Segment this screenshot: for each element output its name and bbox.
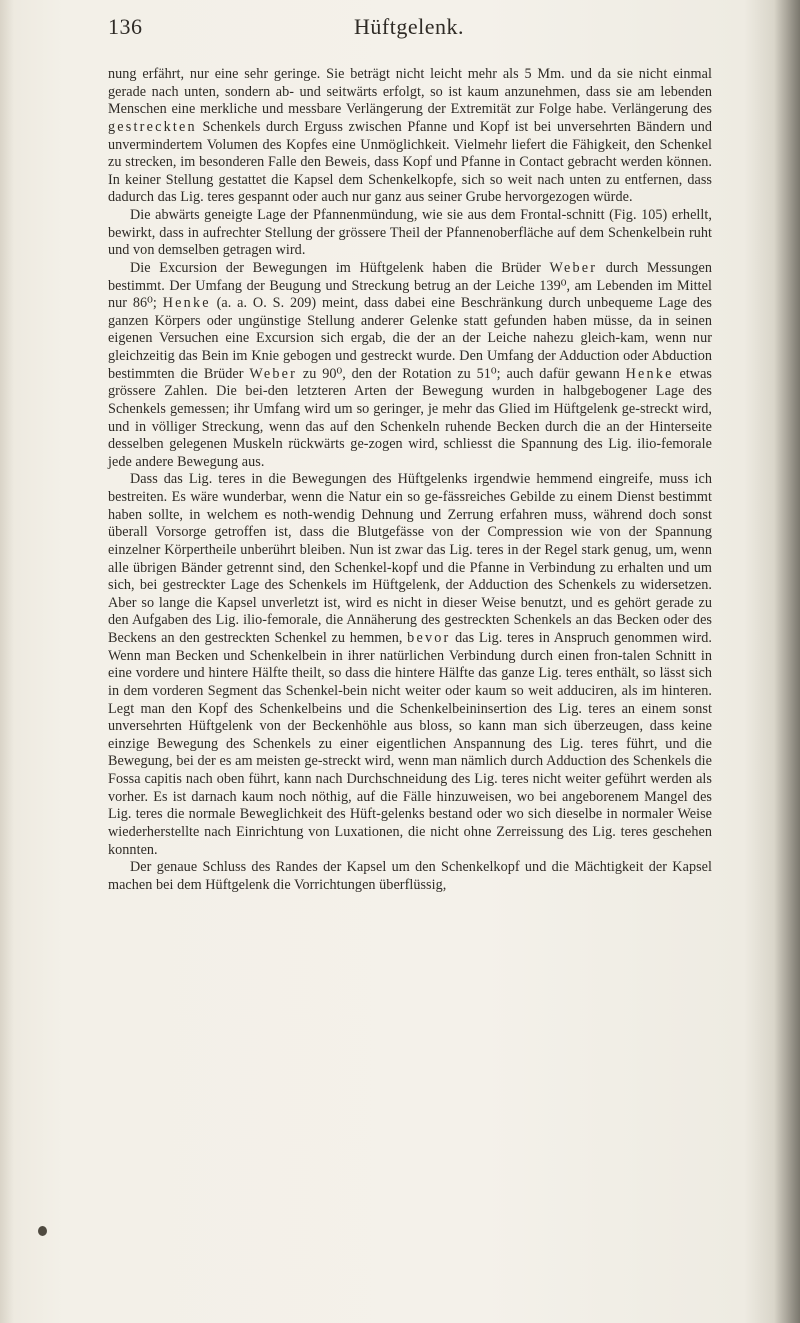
spaced-name: Henke (625, 365, 674, 382)
text-run: das Lig. teres in Anspruch genommen wird. Wenn man Becken und Schenkelbein in ihrer natürlichen Verbindung durch einen fron-talen Schnitt in eine vordere und hintere Hälfte theilt, so dass die hintere Hälfte das ganze Lig. teres enthält, so lässt sich in dem vorderen Segment das Schenkel-bein nicht weiter oder kaum so weit adduciren, als im hinteren. Legt man den Kopf des Schenkelbeins und die Schenkelbeininsertion des Lig. teres an einem sonst unversehrten Hüftgelenk von der Beckenhöhle aus bloss, so kann man sich überzeugen, dass keine einzige Bewegung des Schenkels zu einer eigentlichen Anspannung des Lig. teres führt, und die Bewegung, bei der es am meisten ge-streckt wird, wenn man nämlich durch Adduction des Schenkels die Fossa capitis nach oben führt, kann nach Durchschneidung des Lig. teres nicht weiter geführt werden als vorher. Es ist darnach kaum noch nöthig, auf die Fälle hinzuweisen, wo bei angeborenem Mangel des Lig. teres die normale Beweglichkeit des Hüft-gelenks bestand oder wo sich dieselbe in normaler Weise wiederherstellte nach Einrichtung von Luxationen, die nicht ohne Zerreissung des Lig. teres geschehen konnten. (108, 630, 712, 858)
page-number: 136 (108, 14, 143, 39)
running-title: Hüftgelenk. (354, 14, 464, 39)
page-edge-shadow (774, 0, 800, 1323)
text-run: Schenkels durch Erguss zwischen Pfanne und Kopf ist bei unversehrten Bändern und unvermindertem Volumen des Kopfes eine Unmöglichkeit. Vielmehr liefert die Fähigkeit, den Schenkel zu strecken, im besonderen Falle den Beweis, dass Kopf und Pfanne in Contact gebracht werden können. In keiner Stellung gestattet die Kapsel dem Schenkelkopfe, sich so weit nach unten zu entfernen, dass dadurch das Lig. teres gespannt oder auch nur ganz aus seiner Grube hervorgezogen würde. (108, 118, 712, 206)
body-text (108, 66, 712, 894)
text-run: Dass das Lig. teres in die Bewegungen des Hüftgelenks irgendwie hemmend eingreife, muss ich bestreiten. Es wäre wunderbar, wenn die Natur ein so ge-fässreiches Gebilde zu einem Dienst bestimmt haben sollte, in welchem es noth-wendig Dehnung und Zerrung erfahren muss, während doch sonst überall Vorsorge getroffen ist, dass die Blutgefässe von der Compression wie von der Spannung einzelner Körpertheile unberührt bleiben. Nun ist zwar das Lig. teres in der Regel stark genug, um, wenn alle übrigen Bänder getrennt sind, den Schenkel-kopf und die Pfanne in Verbindung zu erhalten und um sich, bei gestreckter Lage des Schenkels im Hüftgelenk, der Adduction des Schenkels zu widersetzen. Aber so lange die Kapsel unverletzt ist, wird es nicht in dieser Weise benutzt, und es gehört gerade zu den Aufgaben des Lig. ilio-femorale, die Annäherung des gestreckten Schenkels an das Becken oder des Beckens an den gestreckten Schenkel zu hemmen, (108, 471, 712, 646)
spaced-name: Weber (549, 259, 598, 276)
text-run: Die Excursion der Bewegungen im Hüftgelenk haben die Brüder (130, 259, 550, 276)
spaced-name: gestreckten (108, 118, 197, 135)
paragraph (108, 471, 712, 859)
paragraph (108, 207, 712, 260)
spaced-name: Henke (162, 295, 211, 312)
page-header (108, 14, 710, 48)
text-run: Der genaue Schluss des Randes der Kapsel um den Schenkelkopf und die Mächtigkeit der Kapsel machen bei dem Hüftgelenk die Vorrichtungen überflüssig, (108, 859, 712, 893)
ink-spot (38, 1226, 47, 1236)
text-run: zu 90⁰, den der Rotation zu 51⁰; auch dafür gewann (297, 365, 626, 382)
text-run: (a. a. O. S. 209) meint, dass dabei eine Beschränkung durch unbequeme Lage des ganzen Körpers oder ungünstige Stellung anderer Gelenke statt gefunden haben müsse, da in seinen eigenen Versuchen eine Excursion sich ergab, die der an der Leiche nahezu gleich-kam, wenn nur gleichzeitig das Bein im Knie gebogen und gestreckt wurde. Den Umfang der Adduction oder Abduction bestimmten die Brüder (108, 295, 712, 382)
text-run: durch Messungen bestimmt. Der Umfang der Beugung und Streckung betrug an der Leiche 139⁰, am Lebenden im Mittel nur 86⁰; (108, 259, 712, 312)
page-gutter-shadow (0, 0, 14, 1323)
spaced-name: bevor (407, 630, 451, 646)
text-run: etwas grössere Zahlen. Die bei-den letzteren Arten der Bewegung wurden in halbgebogener Lage des Schenkels gemessen; ihr Umfang wird um so geringer, je mehr das Glied im Hüftgelenk ge-streckt wird, und in völliger Streckung, wenn das auf den Schenkeln ruhende Becken durch die an der Hinterseite desselben gelegenen Muskeln rückwärts ge-zogen wird, schliesst die Spannung des Lig. ilio-femorale jede andere Bewegung aus. (108, 365, 712, 470)
text-run: nung erfährt, nur eine sehr geringe. Sie beträgt nicht leicht mehr als 5 Mm. und da sie nicht einmal gerade nach unten, sondern ab- und seitwärts erfolgt, so ist kaum anzunehmen, dass sie am lebenden Menschen eine merkliche und messbare Verlängerung der Extremität zur Folge habe. Verlängerung des (108, 66, 712, 118)
paragraph (108, 66, 712, 207)
spaced-name: Weber (249, 365, 298, 382)
paragraph (108, 260, 712, 472)
paragraph (108, 859, 712, 894)
text-run: Die abwärts geneigte Lage der Pfannenmündung, wie sie aus dem Frontal-schnitt (Fig. 105) erhellt, bewirkt, dass in aufrechter Stellung der grössere Theil der Pfannenoberfläche auf dem Schenkelbein ruht und von demselben getragen wird. (108, 207, 712, 259)
